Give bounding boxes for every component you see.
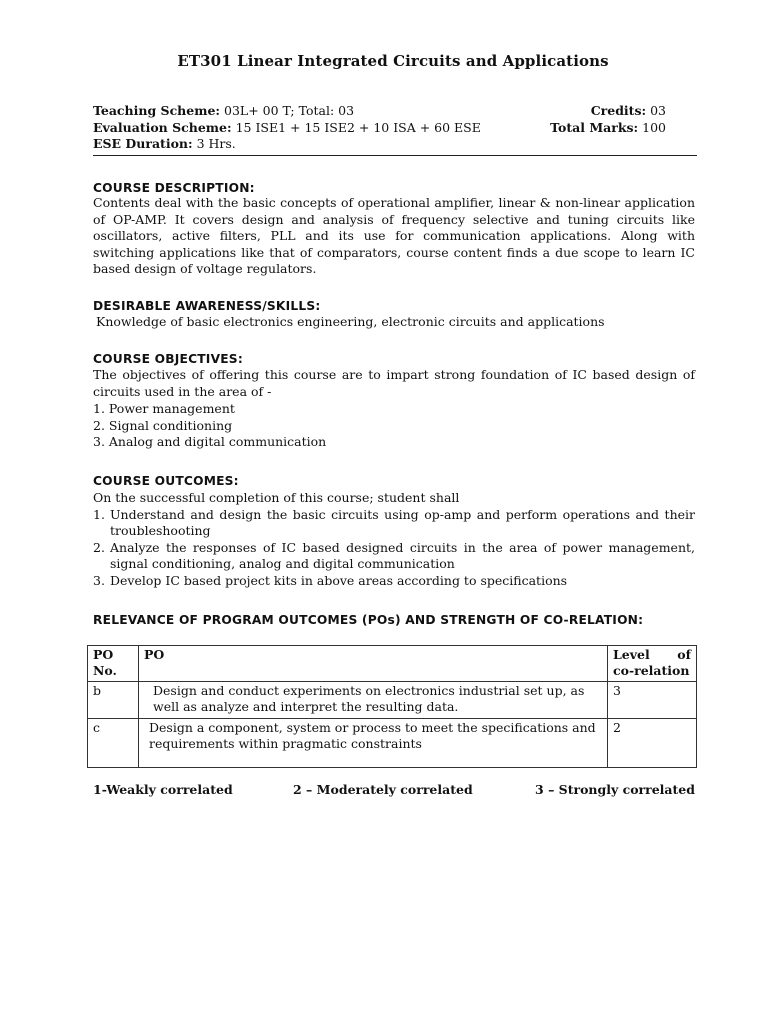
po-id-cell: b	[88, 681, 139, 718]
outcome-number: 1.	[93, 506, 105, 522]
teaching-scheme-row	[93, 103, 696, 120]
course-objectives-heading: COURSE OBJECTIVES:	[93, 351, 243, 366]
header-po: PO	[139, 646, 608, 682]
course-outcomes-heading: COURSE OUTCOMES:	[93, 473, 239, 488]
desirable-skills-text: Knowledge of basic electronics engineering, electronic circuits and applications	[96, 314, 605, 329]
ese-duration-row	[93, 136, 696, 153]
objective-item: 1. Power management	[93, 401, 235, 416]
evaluation-scheme-value: 15 ISE1 + 15 ISE2 + 10 ISA + 60 ESE	[231, 119, 481, 135]
page-title: ET301 Linear Integrated Circuits and Applications	[177, 52, 609, 70]
course-objectives-intro: The objectives of offering this course are to impart strong foundation of IC based design of circuits used in the area of -	[93, 367, 695, 399]
total-marks-label: Total Marks:	[550, 119, 639, 135]
legend-moderate: 2 – Moderately correlated	[293, 782, 473, 797]
credits	[591, 103, 666, 120]
po-id-cell: c	[88, 718, 139, 767]
desirable-skills-heading: DESIRABLE AWARENESS/SKILLS:	[93, 298, 321, 313]
objective-item: 3. Analog and digital communication	[93, 434, 327, 449]
total-marks-value: 100	[638, 119, 666, 135]
legend-strong: 3 – Strongly correlated	[535, 782, 695, 797]
evaluation-scheme-row	[93, 120, 696, 137]
outcome-item	[93, 507, 695, 540]
outcome-text: Understand and design the basic circuits using op-amp and perform operations and their troubleshooting	[110, 506, 695, 539]
outcome-item	[93, 540, 695, 573]
course-description-heading: COURSE DESCRIPTION:	[93, 180, 255, 195]
teaching-scheme-value: 03L+ 00 T; Total: 03	[220, 103, 355, 118]
legend-weak: 1-Weakly correlated	[93, 782, 233, 797]
po-text-cell: Design and conduct experiments on electronics industrial set up, as well as analyze and interpret the resulting data.	[139, 681, 608, 718]
po-level-cell: 2	[608, 718, 697, 767]
table-row	[88, 681, 697, 718]
outcomes-list	[93, 507, 695, 590]
course-description-text: Contents deal with the basic concepts of operational amplifier, linear & non-linear application of OP-AMP. It covers design and analysis of frequency selective and tuning circuits like oscillators, active filters, PLL and its use for communication applications. Along with switching applications like that of comparators, course content finds a due scope to learn IC based design of voltage regulators.	[93, 195, 695, 277]
header-level: Level of co-relation	[608, 646, 697, 682]
credits-label: Credits:	[590, 103, 647, 118]
po-text-cell: Design a component, system or process to meet the specifications and requirements within pragmatic constraints	[139, 718, 608, 767]
evaluation-scheme-label: Evaluation Scheme:	[93, 119, 232, 135]
scheme-block	[93, 103, 696, 153]
header-divider	[93, 155, 697, 156]
course-outcomes-intro: On the successful completion of this course; student shall	[93, 490, 460, 505]
teaching-scheme-label: Teaching Scheme:	[93, 103, 221, 118]
table-header-row	[88, 646, 697, 682]
relevance-heading: RELEVANCE OF PROGRAM OUTCOMES (POs) AND STRENGTH OF CO-RELATION:	[93, 612, 644, 627]
ese-duration-label: ESE Duration:	[93, 136, 193, 151]
outcome-text: Analyze the responses of IC based designed circuits in the area of power management, signal conditioning, analog and digital communication	[110, 539, 695, 572]
outcome-number: 2.	[93, 539, 105, 555]
outcome-item	[93, 573, 695, 590]
po-correlation-table	[87, 645, 697, 768]
header-po-no: PO No.	[88, 646, 139, 682]
ese-duration-value: 3 Hrs.	[192, 136, 236, 151]
objective-item: 2. Signal conditioning	[93, 417, 233, 433]
table-row	[88, 718, 697, 767]
credits-value: 03	[646, 103, 666, 118]
outcome-text: Develop IC based project kits in above areas according to specifications	[110, 572, 568, 588]
outcome-number: 3.	[93, 572, 105, 588]
total-marks	[550, 120, 666, 137]
po-level-cell: 3	[608, 681, 697, 718]
